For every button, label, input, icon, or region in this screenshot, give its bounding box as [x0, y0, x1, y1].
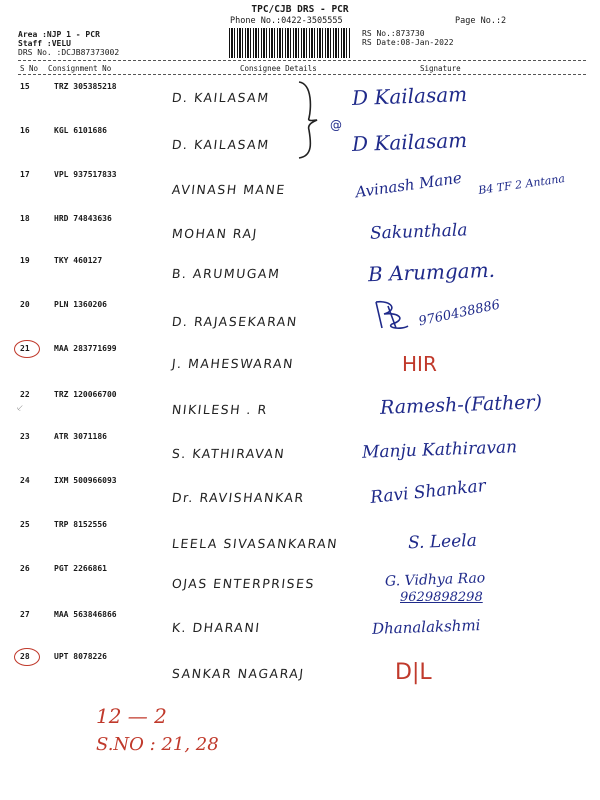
scribble-signature-icon	[372, 298, 412, 332]
divider	[18, 60, 586, 61]
col-header-signature: Signature	[420, 64, 461, 73]
row-consignment: VPL 937517833	[54, 170, 117, 179]
row-signature: Ravi Shankar	[369, 475, 487, 509]
row-sno: 20	[20, 300, 30, 309]
row-consignment: MAA 563846866	[54, 610, 117, 619]
row-consignee: D. KAILASAM	[171, 137, 271, 152]
signature-note: 9629898298	[400, 590, 483, 605]
row-consignment: MAA 283771699	[54, 344, 117, 353]
row-sno: 18	[20, 214, 30, 223]
row-consignee: AVINASH MANE	[171, 182, 287, 197]
row-consignee: B. ARUMUGAM	[171, 266, 282, 281]
row-signature: B Arumgam.	[367, 257, 496, 287]
rs-number: RS No.:873730	[362, 29, 425, 38]
row-signature: G. Vidhya Rao	[384, 570, 486, 590]
row-consignment: PGT 2266861	[54, 564, 107, 573]
at-symbol-icon: @	[330, 118, 342, 132]
row-sno: 28	[20, 652, 30, 661]
row-consignment: IXM 500966093	[54, 476, 117, 485]
row-sno: 17	[20, 170, 30, 179]
drs-number: DRS No. :DCJB87373002	[18, 48, 120, 57]
staff-label: Staff :VELU	[18, 39, 71, 48]
row-sno: 15	[20, 82, 30, 91]
row-consignee: D. KAILASAM	[171, 90, 271, 105]
tick-mark: ⸔	[16, 403, 24, 414]
row-signature: D Kailasam	[351, 81, 468, 111]
row-consignee: D. RAJASEKARAN	[171, 314, 299, 329]
row-consignee: K. DHARANI	[171, 620, 262, 635]
row-sno: 16	[20, 126, 30, 135]
signature-note: B4 TF 2 Antana	[477, 171, 566, 198]
row-consignment: TRZ 120066700	[54, 390, 117, 399]
row-signature: HIR	[402, 352, 437, 376]
row-sno: 21	[20, 344, 30, 353]
row-sno: 25	[20, 520, 30, 529]
row-consignee: S. KATHIRAVAN	[171, 446, 287, 461]
sno-note: S.NO : 21, 28	[96, 734, 219, 755]
row-consignee: J. MAHESWARAN	[171, 356, 295, 371]
row-consignment: ATR 3071186	[54, 432, 107, 441]
row-consignment: HRD 74843636	[54, 214, 112, 223]
row-consignee: NIKILESH . R	[171, 402, 269, 417]
col-header-sno: S No	[20, 64, 39, 73]
area-label: Area :NJP 1 - PCR	[18, 30, 100, 39]
row-signature: S. Leela	[407, 530, 478, 554]
row-consignee: Dr. RAVISHANKAR	[171, 490, 306, 505]
phone-number: Phone No.:0422-3505555	[230, 16, 343, 26]
row-sno: 26	[20, 564, 30, 573]
col-header-consignment: Consignment No	[48, 64, 112, 73]
row-sno: 23	[20, 432, 30, 441]
row-signature: Avinash Mane	[354, 168, 463, 202]
barcode-image	[229, 28, 351, 58]
row-signature: Dhanalakshmi	[371, 616, 481, 638]
sheet-title: TPC/CJB DRS - PCR	[251, 4, 349, 15]
row-signature: Ramesh-(Father)	[379, 391, 543, 419]
row-consignee: SANKAR NAGARAJ	[171, 666, 306, 681]
row-consignee: OJAS ENTERPRISES	[171, 576, 316, 591]
col-header-details: Consignee Details	[240, 64, 317, 73]
row-consignee: MOHAN RAJ	[171, 226, 259, 241]
row-consignment: TRZ 305385218	[54, 82, 117, 91]
row-sno: 24	[20, 476, 30, 485]
rs-date: RS Date:08-Jan-2022	[362, 38, 454, 47]
row-signature: 9760438886	[417, 297, 502, 330]
row-consignee: LEELA SIVASANKARAN	[171, 536, 339, 551]
row-sno: 19	[20, 256, 30, 265]
row-consignment: TRP 8152556	[54, 520, 107, 529]
row-consignment: KGL 6101686	[54, 126, 107, 135]
row-consignment: PLN 1360206	[54, 300, 107, 309]
row-signature: Manju Kathiravan	[361, 437, 518, 463]
row-signature: D Kailasam	[351, 127, 468, 157]
row-sno: 22	[20, 390, 30, 399]
brace-mark	[295, 80, 321, 160]
row-signature: D|L	[395, 660, 432, 685]
page-number: Page No.:2	[455, 16, 507, 26]
row-consignment: UPT 8078226	[54, 652, 107, 661]
row-signature: Sakunthala	[369, 220, 468, 244]
delivery-count-note: 12 — 2	[96, 704, 167, 728]
row-sno: 27	[20, 610, 30, 619]
row-consignment: TKY 460127	[54, 256, 103, 265]
divider	[18, 74, 586, 75]
